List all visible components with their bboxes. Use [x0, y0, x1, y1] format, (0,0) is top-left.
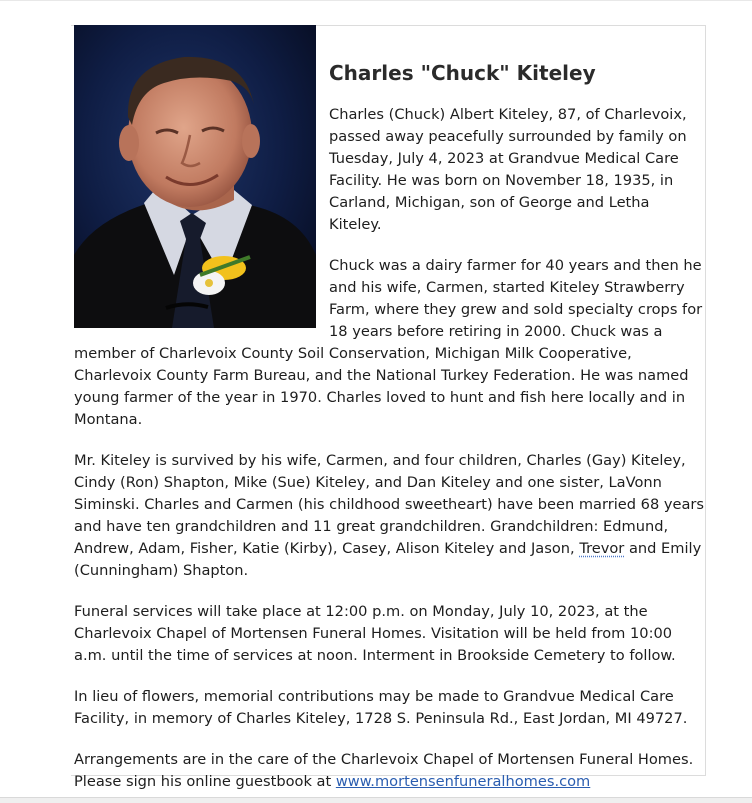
- paragraph-career: Chuck was a dairy farmer for 40 years and then he and his wife, Carmen, started Kiteley Strawberry Farm, where they grew and sold specialty crops for 18 years before retiring in 2000. Chuck was a member of Charlevoix County Soil Conservation, Michigan Milk Cooperative, Charlevoix County Farm Bureau, and the National Turkey Federation. He was named young farmer of the year in 1970. Charles loved to hunt and fish here locally and in Montana.: [74, 257, 703, 428]
- paragraph-survivors: [74, 450, 706, 582]
- bottom-edge-bar: [0, 797, 752, 803]
- obituary-article: [74, 25, 706, 793]
- obituary-title: Charles "Chuck" Kiteley: [329, 61, 596, 85]
- spellcheck-underlined-name: Trevor: [579, 540, 625, 557]
- paragraph-services: Funeral services will take place at 12:00 p.m. on Monday, July 10, 2023, at the Charlevoix Chapel of Mortensen Funeral Homes. Visitation will be held from 10:00 a.m. until the time of services at noon. Interment in Brookside Cemetery to follow.: [74, 603, 676, 664]
- survivors-text: Mr. Kiteley is survived by his wife, Carmen, and four children, Charles (Gay) Kiteley, Cindy (Ron) Shapton, Mike (Sue) Kiteley, and Dan Kiteley and one sister, LaVonn Siminski. Charles and Carmen (his childhood sweetheart) have been married 68 years and have ten grandchildren and 11 great grandchildren. Grandchildren: Edmund, Andrew, Adam, Fisher, Katie (Kirby), Casey, Alison Kiteley and Jason,: [74, 452, 705, 557]
- guestbook-link[interactable]: www.mortensenfuneralhomes.com: [335, 773, 591, 790]
- paragraph-arrangements: [74, 749, 706, 793]
- top-edge-line: [0, 0, 752, 1]
- survivors-text-end: and Emily (Cunningham) Shapton.: [74, 540, 702, 579]
- portrait-photo-icon: [74, 25, 316, 328]
- arrangements-text: Arrangements are in the care of the Charlevoix Chapel of Mortensen Funeral Homes. Please sign his online guestbook at: [74, 751, 694, 790]
- paragraph-biography: Charles (Chuck) Albert Kiteley, 87, of Charlevoix, passed away peacefully surrounded by family on Tuesday, July 4, 2023 at Grandvue Medical Care Facility. He was born on November 18, 1935, in Carland, Michigan, son of George and Letha Kiteley.: [329, 106, 687, 233]
- paragraph-memorials: In lieu of flowers, memorial contributions may be made to Grandvue Medical Care Facility, in memory of Charles Kiteley, 1728 S. Peninsula Rd., East Jordan, MI 49727.: [74, 688, 688, 727]
